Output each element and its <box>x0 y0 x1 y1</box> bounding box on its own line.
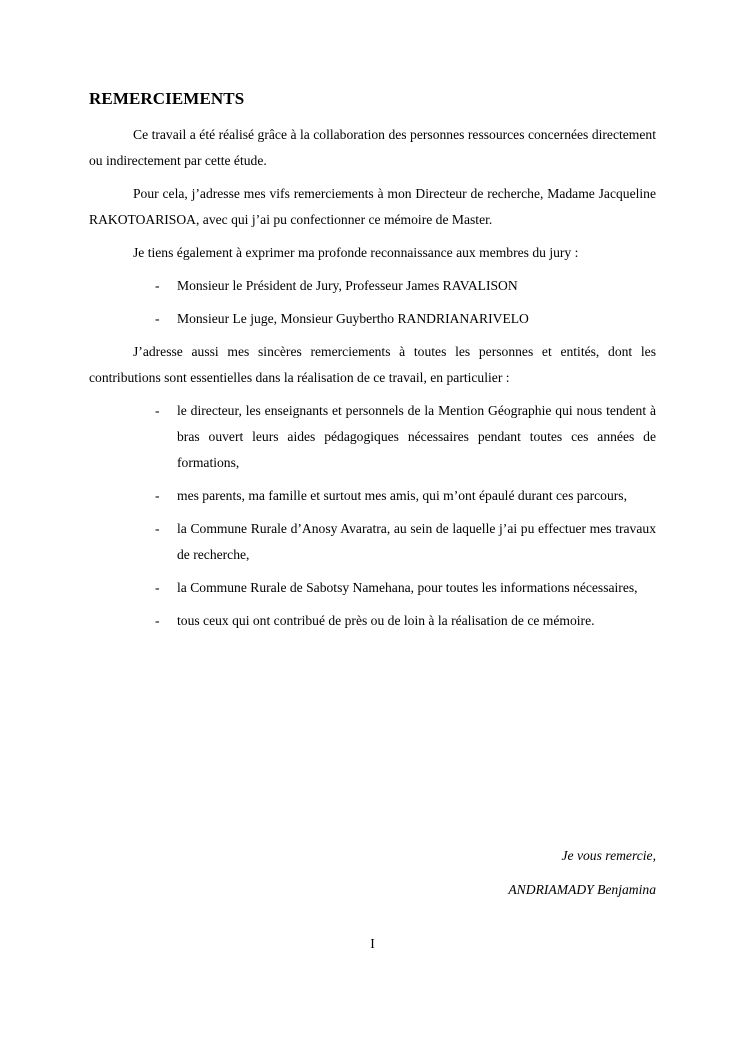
list-item <box>89 273 656 299</box>
bullet-dash: - <box>155 488 160 503</box>
paragraph-thanks-intro: J’adresse aussi mes sincères remerciements à toutes les personnes et entités, dont les contributions sont essentielles dans la réalisation de ce travail, en particulier : <box>89 344 656 385</box>
list-item-text: Monsieur Le juge, Monsieur Guybertho RANDRIANARIVELO <box>177 311 529 326</box>
bullet-dash: - <box>155 580 160 595</box>
bullet-dash: - <box>155 403 160 418</box>
bullet-dash: - <box>155 311 160 326</box>
signature-name: ANDRIAMADY Benjamina <box>508 882 656 897</box>
list-item-text: Monsieur le Président de Jury, Professeur James RAVALISON <box>177 278 518 293</box>
list-item <box>89 575 656 601</box>
bullet-dash: - <box>155 613 160 628</box>
list-item-text: le directeur, les enseignants et personnels de la Mention Géographie qui nous tendent à bras ouvert leurs aides pédagogiques nécessaires pendant toutes ces années de formations, <box>177 403 656 470</box>
document-body <box>89 122 656 641</box>
bullet-dash: - <box>155 278 160 293</box>
page-number: I <box>370 936 375 951</box>
list-item <box>89 483 656 509</box>
paragraph-jury-intro: Je tiens également à exprimer ma profonde reconnaissance aux membres du jury : <box>133 245 579 260</box>
list-item-text: la Commune Rurale d’Anosy Avaratra, au sein de laquelle j’ai pu effectuer mes travaux de recherche, <box>177 521 656 562</box>
list-item <box>89 516 656 568</box>
list-item-text: mes parents, ma famille et surtout mes amis, qui m’ont épaulé durant ces parcours, <box>177 488 627 503</box>
list-item-text: tous ceux qui ont contribué de près ou de loin à la réalisation de ce mémoire. <box>177 613 595 628</box>
list-item <box>89 306 656 332</box>
paragraph-intro: Ce travail a été réalisé grâce à la collaboration des personnes ressources concernées directement ou indirectement par cette étude. <box>89 127 656 168</box>
page-title: REMERCIEMENTS <box>89 89 245 108</box>
list-item-text: la Commune Rurale de Sabotsy Namehana, pour toutes les informations nécessaires, <box>177 580 638 595</box>
list-item <box>89 608 656 634</box>
list-item <box>89 398 656 476</box>
signature-closing: Je vous remercie, <box>561 848 656 863</box>
jury-list <box>89 273 656 332</box>
bullet-dash: - <box>155 521 160 536</box>
paragraph-director: Pour cela, j’adresse mes vifs remerciements à mon Directeur de recherche, Madame Jacqueline RAKOTOARISOA, avec qui j’ai pu confectionner ce mémoire de Master. <box>89 186 656 227</box>
thanks-list <box>89 398 656 634</box>
